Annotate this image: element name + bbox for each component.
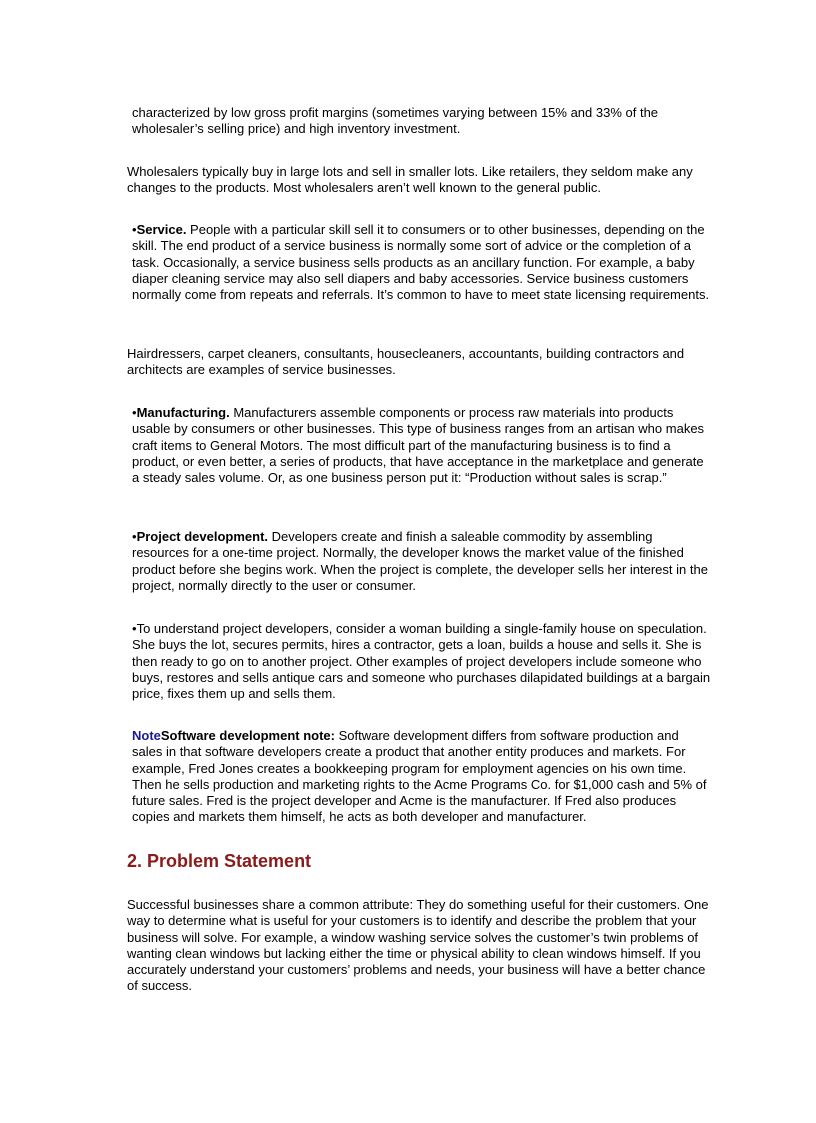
project-example-text: To understand project developers, consider a woman building a single-family house on speculation. She buys the lot, secures permits, hires a contractor, gets a loan, builds a house and sells it. She is then ready to go on to another project. Other examples of project developers include someone who buys, restores and sells antique cars and someone who purchases dilapidated buildings at a bargain price, fixes them up and sells them. <box>132 621 711 702</box>
manufacturing-term: Manufacturing. <box>136 405 230 420</box>
bullet: • <box>132 405 137 420</box>
service-term: Service. <box>136 222 187 237</box>
manufacturing-text: Manufacturers assemble components or process raw materials into products usable by consumers or other businesses. This type of business ranges from an artisan who makes craft items to General Motors. The most difficult part of the manufacturing business is to find a product, or even better, a series of products, that have acceptance in the marketplace and generate a steady sales volume. Or, as one business person put it: “Production without sales is scrap.” <box>132 405 705 486</box>
project-development-text: Developers create and finish a saleable commodity by assembling resources for a one-time project. Normally, the developer knows the market value of the finished product before she begins work. When the project is complete, the developer sells her interest in the project, normally directly to the user or consumer. <box>132 529 708 593</box>
section-heading: 2. Problem Statement <box>127 851 312 871</box>
wholesale-lots-paragraph: Wholesalers typically buy in large lots and sell in smaller lots. Like retailers, they seldom make any changes to the products. Most wholesalers aren’t well known to the general public. <box>127 164 693 196</box>
service-examples-paragraph: Hairdressers, carpet cleaners, consultants, housecleaners, accountants, building contractors and architects are examples of service businesses. <box>127 346 685 378</box>
project-development-term: Project development. <box>136 529 269 544</box>
project-development-paragraph <box>132 529 712 594</box>
service-text: People with a particular skill sell it to consumers or to other businesses, depending on the skill. The end product of a service business is normally some sort of advice or the completion of a task. Occasionally, a service business sells products as an ancillary function. For example, a baby diaper cleaning service may also sell diapers and baby accessories. Service business customers normally come from repeats and referrals. It’s common to have to meet state licensing requirements. <box>132 222 710 303</box>
bullet: • <box>132 529 137 544</box>
bullet: • <box>132 621 137 636</box>
problem-statement-paragraph: Successful businesses share a common attribute: They do something useful for their customers. One way to determine what is useful for your customers is to identify and describe the problem that your business will solve. For example, a window washing service solves the customer’s twin problems of wanting clean windows but lacking either the time or physical ability to clean windows himself. If you accurately understand your customers’ problems and needs, your business will have a better chance of success. <box>127 897 709 994</box>
manufacturing-paragraph <box>132 405 712 486</box>
note-label: Note <box>132 728 161 743</box>
software-note-term: Software development note: <box>160 728 335 743</box>
service-paragraph <box>132 222 712 303</box>
project-example-paragraph <box>132 621 712 702</box>
wholesale-continued-paragraph: characterized by low gross profit margins (sometimes varying between 15% and 33% of the wholesaler’s selling price) and high inventory investment. <box>132 105 659 137</box>
software-note-paragraph <box>132 728 712 826</box>
bullet: • <box>132 222 137 237</box>
software-note-text: Software development differs from software production and sales in that software developers create a product that another entity produces and markets. For example, Fred Jones creates a bookkeeping program for employment agencies on his own time. Then he sells production and marketing rights to the Acme Programs Co. for $1,000 cash and 5% of future sales. Fred is the project developer and Acme is the manufacturer. If Fred also produces copies and markets them himself, he acts as both developer and manufacturer. <box>132 728 707 825</box>
